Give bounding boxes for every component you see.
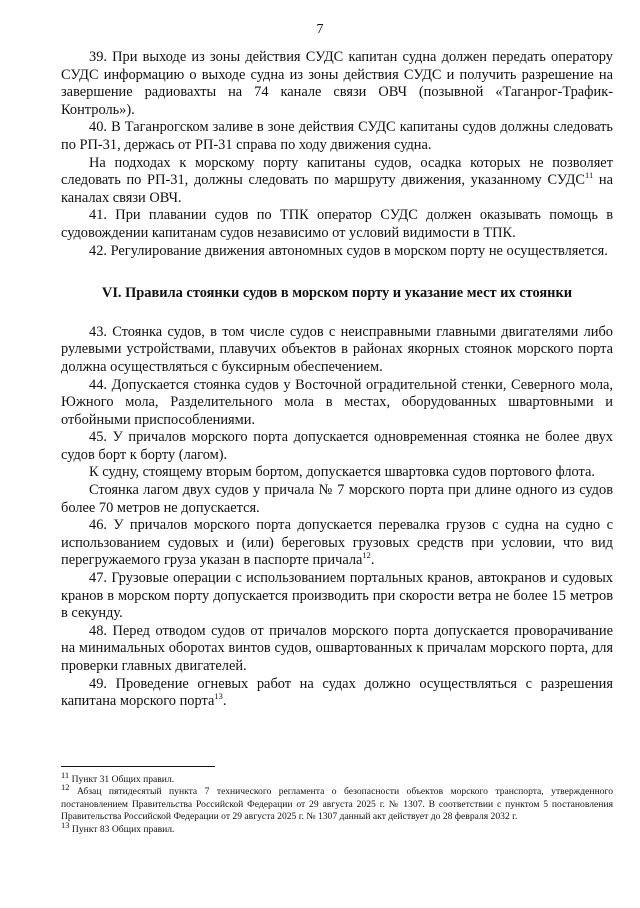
paragraph-text: Стоянка лагом двух судов у причала № 7 морского порта при длине одного из судов более 70 метров не допускается. <box>61 482 613 516</box>
footnote-text: Пункт 31 Общих правил. <box>69 774 175 785</box>
page-number: 7 <box>316 22 324 37</box>
footnote-text: Абзац пятидесятый пункта 7 технического регламента о безопасности объектов морского транспорта, утвержденного постановлением Правительства Российской Федерации от 29 августа 2025 г. № 1307. В соответствии с пунктом 5 постановления Правительства Российской Федерации от 29 августа 2025 г. № 1307 данный акт действует до 28 февраля 2032 г. <box>61 786 613 823</box>
paragraph-p41 <box>61 207 613 242</box>
paragraph-text: 39. При выходе из зоны действия СУДС капитан судна должен передать оператору СУДС информацию о выходе судна из зоны действия СУДС и получить разрешение на завершение радиовахты на 74 канале связи ОВЧ (позывной «Таганрог-Трафик-Контроль»). <box>61 49 613 118</box>
footnotes <box>61 769 613 836</box>
paragraph-p48 <box>61 623 613 676</box>
paragraph-p47 <box>61 570 613 623</box>
footnote-12 <box>61 782 613 823</box>
paragraph-text: 43. Стоянка судов, в том числе судов с неисправными главными двигателями либо рулевыми устройствами, плавучих объектов в районах якорных стоянок морского порта должна осуществляться с буксирным обеспечением. <box>61 323 613 375</box>
footnote-13 <box>61 819 613 836</box>
paragraph-text: 40. В Таганрогском заливе в зоне действия СУДС капитаны судов должны следовать по РП-31, держась от РП-31 справа по ходу движения судна. <box>61 119 613 153</box>
paragraph-text: На подходах к морскому порту капитаны судов, осадка которых не позволяет следовать по РП-31, должны следовать по маршруту движения, указанному СУДС <box>61 154 613 189</box>
footnote-number: 13 <box>61 819 70 830</box>
footnote-separator <box>61 766 215 767</box>
footnote-ref: 11 <box>585 170 594 181</box>
paragraph-p49 <box>61 676 613 711</box>
paragraph-text: 44. Допускается стоянка судов у Восточной оградительной стенки, Северного мола, Южного мола, Разделительного мола в местах, оборудованных швартовными и отбойными приспособлениями. <box>61 376 613 428</box>
paragraph-text: 42. Регулирование движения автономных судов в морском порту не осуществляется. <box>89 242 608 259</box>
paragraph-p40 <box>61 119 613 154</box>
document-body <box>61 49 613 711</box>
footnote-number: 12 <box>61 782 70 793</box>
paragraph-p45c <box>61 482 613 517</box>
paragraph-p43 <box>61 324 613 377</box>
footnote-text: Пункт 83 Общих правил. <box>69 823 175 835</box>
paragraph-tail: . <box>370 552 375 569</box>
paragraph-p45 <box>61 429 613 464</box>
footnote-11 <box>61 769 613 786</box>
paragraph-p45b <box>61 464 613 482</box>
paragraphs-after-heading <box>61 324 613 711</box>
paragraph-p46 <box>61 517 613 570</box>
paragraph-tail: . <box>222 693 227 710</box>
paragraph-text: 46. У причалов морского порта допускается перевалка грузов с судна на судно с использованием судовых и (или) береговых грузовых средств при условии, что вид перегружаемого груза указан в паспорте причала <box>61 517 613 569</box>
footnote-ref: 13 <box>214 691 223 702</box>
paragraph-text: 49. Проведение огневых работ на судах должно осуществляться с разрешения капитана морского порта <box>61 675 613 710</box>
footnote-ref: 12 <box>362 550 371 561</box>
paragraph-text: 48. Перед отводом судов от причалов морского порта допускается проворачивание на минимальных оборотах винтов судов, ошвартованных к причалам морского порта, для проверки главных двигателей. <box>61 622 613 674</box>
paragraph-p40b <box>61 155 613 208</box>
paragraph-text: К судну, стоящему вторым бортом, допускается швартовка судов портового флота. <box>89 464 595 481</box>
footnote-number: 11 <box>61 769 70 780</box>
paragraph-p44 <box>61 377 613 430</box>
paragraph-p42 <box>61 243 613 261</box>
paragraph-text: 47. Грузовые операции с использованием портальных кранов, автокранов и судовых кранов в морском порту допускается производить при скорости ветра не более 15 метров в секунду. <box>61 570 613 622</box>
paragraph-p39 <box>61 49 613 119</box>
paragraph-text: 45. У причалов морского порта допускается одновременная стоянка не более двух судов борт к борту (лагом). <box>61 429 613 463</box>
paragraphs-before-heading <box>61 49 613 260</box>
paragraph-text: 41. При плавании судов по ТПК оператор СУДС должен оказывать помощь в судовождении капитанам судов независимо от условий видимости в ТПК. <box>61 207 613 241</box>
paragraph-tail: на каналах связи ОВЧ. <box>61 172 613 206</box>
section-heading: VI. Правила стоянки судов в морском порту и указание мест их стоянки <box>101 285 573 302</box>
